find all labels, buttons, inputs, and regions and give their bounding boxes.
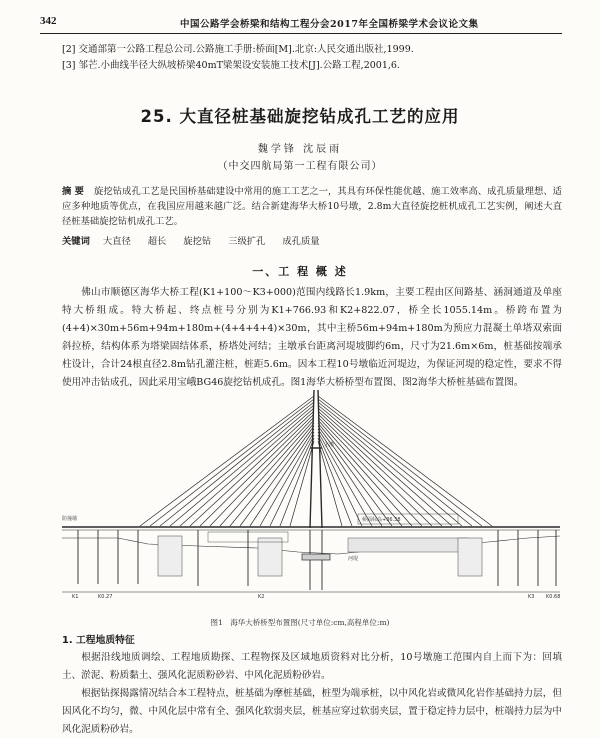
paragraph: 佛山市顺德区海华大桥工程(K1+100～K3+000)范围内线路长1.9km，主要工程由区间路基、涵洞通道及单座特大桥组成。特大桥起、终点桩号分别为K1+766.93和K2+822.07，桥全长1055.14m。桥跨布置为(4+4)×30m+56m+94m+180m+(4+4+4+4)×30m，其中主桥56m+94m+180m为预应力混凝土单塔双索面斜拉桥，结构体系为塔梁固结体系，桥塔处河结；主墩承台距离河堤坡脚约6m，尺寸为21.6m×6m，桩基础按端承柱设计，合计24根直径2.8m钻孔灌注桩，桩距5.6m。因本工程10号墩临近河堤边，为保证河堤的稳定性，要求不得使用冲击钻成孔，因此采用宝峨BG46旋挖钻机成孔。图1海华大桥桥型布置图、图2海华大桥桩基础布置图。 xyxy=(62,287,562,388)
keyword: 旋挖钻 xyxy=(183,236,212,247)
paragraph: 根据沿线地质调绘、工程地质勘探、工程物探及区域地质资料对比分析，10号墩施工范围内自上而下为：回填土、淤泥、粉质黏土、强风化泥质粉砂岩、中风化泥质粉砂岩。 xyxy=(62,652,562,681)
fig-label: K3 xyxy=(528,594,535,598)
abstract-text: 旋挖钻成孔工艺是民国桥基础建设中常用的施工工艺之一，其具有环保性能优越、施工效率高、成孔质量理想、适应多种地质等优点，在我国应用越来越广泛。结合新建海华大桥10号墩，2.8m大直径旋挖桩机成孔工艺实例，阐述大直径桩基础旋挖钻机成孔工艺。 xyxy=(62,186,562,227)
reference-item: [2] 交通部第一公路工程总公司.公路施工手册:桥面[M].北京:人民交通出版社,1999. xyxy=(62,44,414,55)
fig-label: K1 xyxy=(72,594,79,598)
abstract xyxy=(62,184,562,229)
stay-cables-left xyxy=(140,396,314,526)
fig-label: 河堤 xyxy=(348,556,359,562)
section-heading: 一、工 程 概 述 xyxy=(252,265,348,278)
ground-line xyxy=(62,536,560,554)
keyword: 大直径 xyxy=(102,236,131,247)
page-header xyxy=(40,14,562,34)
article-affiliation: （中交四航局第一工程有限公司） xyxy=(217,161,383,172)
keyword: 成孔质量 xyxy=(282,236,320,247)
article-authors: 魏学锋 沈辰雨 xyxy=(257,144,343,155)
paragraph: 根据钻探揭露情况结合本工程特点，桩基础为摩桩基础，桩型为端承桩，以中风化岩或微风化岩作基础持力层，但因风化不均匀，微、中风化层中常有全、强风化软弱夹层，桩基应穿过软弱夹层，置于稳定持力层中，桩端持力层为中风化泥质粉砂岩。 xyxy=(62,688,562,735)
figure-caption: 图1 海华大桥桥型布置图(尺寸单位:cm,高程单位:m) xyxy=(210,618,390,627)
bridge-elevation-drawing xyxy=(58,388,564,598)
keywords xyxy=(62,234,562,249)
fig-label: 防撞墙 xyxy=(62,516,78,522)
bridge-layout-figure xyxy=(58,388,564,598)
fig-label: 桥面标高+36.38 xyxy=(362,517,401,523)
stay-cables-right xyxy=(318,396,492,526)
abstract-label: 摘 要 xyxy=(62,186,85,197)
reference-list xyxy=(62,42,562,74)
river-water xyxy=(348,538,468,552)
running-head: 中国公路学会桥梁和结构工程分会2017年全国桥梁学术会议论文集 xyxy=(180,19,479,30)
keyword: 三级扩孔 xyxy=(228,236,266,247)
fig-label: 主塔 xyxy=(324,442,335,448)
pylon xyxy=(310,390,322,528)
page-number: 342 xyxy=(40,15,57,27)
reference-item: [3] 邹芒.小曲线半径大纵坡桥梁40mT梁架设安装施工技术[J].公路工程,2001,6. xyxy=(62,60,400,71)
fig-label: K0.27 xyxy=(98,594,113,598)
keywords-label: 关键词 xyxy=(62,236,90,247)
fig-label: K0.68 xyxy=(546,594,561,598)
subsection-heading: 1. 工程地质特征 xyxy=(62,635,135,646)
article-title: 25. 大直径桩基础旋挖钻成孔工艺的应用 xyxy=(140,107,460,126)
keyword: 超长 xyxy=(147,236,167,247)
fig-label: K2 xyxy=(258,594,265,598)
pile-cap xyxy=(302,554,330,560)
